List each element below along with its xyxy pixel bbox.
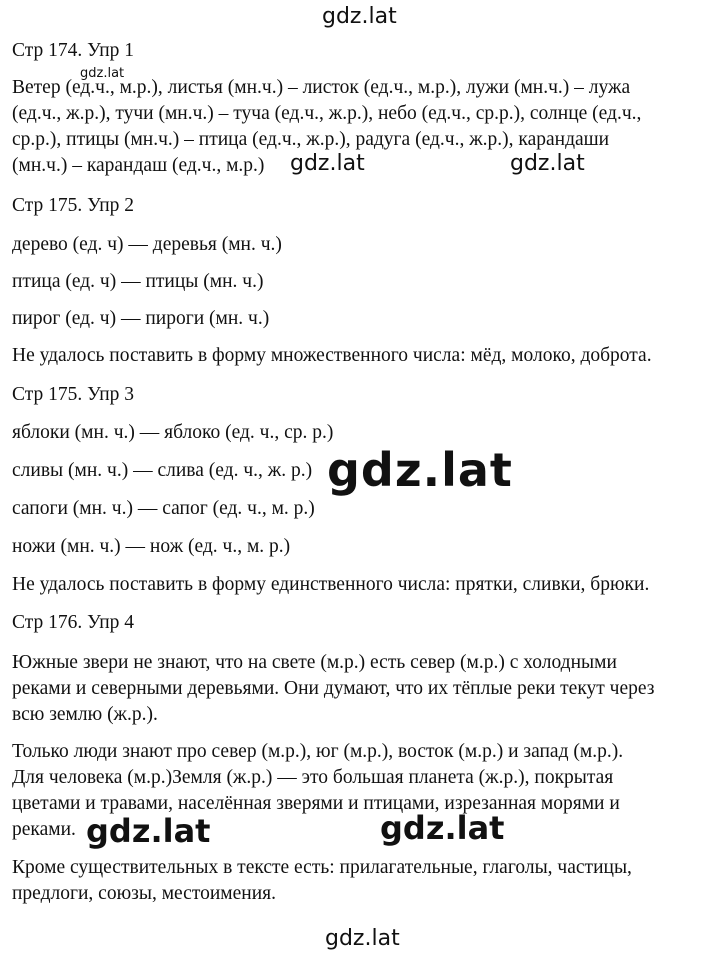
ex2-item: пирог (ед. ч) — пироги (мн. ч.)	[12, 308, 270, 329]
ex2-item: дерево (ед. ч) — деревья (мн. ч.)	[12, 234, 282, 255]
ex4-para2-line: цветами и травами, населённая зверями и птицами, изрезанная морями и	[12, 793, 620, 814]
ex3-item: ножи (мн. ч.) — нож (ед. ч., м. р.)	[12, 536, 291, 557]
watermark-mid-left: gdz.lat	[290, 151, 365, 176]
ex4-para3-line: предлоги, союзы, местоимения.	[12, 883, 276, 904]
ex3-item: сапоги (мн. ч.) — сапог (ед. ч., м. р.)	[12, 498, 315, 519]
ex1-line: Ветер (ед.ч., м.р.), листья (мн.ч.) – листок (ед.ч., м.р.), лужи (мн.ч.) – лужа	[12, 77, 631, 98]
ex3-item: сливы (мн. ч.) — слива (ед. ч., ж. р.)	[12, 460, 313, 481]
ex1-line: (мн.ч.) – карандаш (ед.ч., м.р.)	[12, 155, 265, 176]
ex4-para1-line: всю землю (ж.р.).	[12, 704, 158, 725]
ex2-heading: Стр 175. Упр 2	[12, 195, 135, 216]
watermark-bold-right: gdz.lat	[380, 809, 505, 847]
watermark-top: gdz.lat	[322, 4, 397, 29]
ex4-para2-line: Для человека (м.р.)Земля (ж.р.) — это большая планета (ж.р.), покрытая	[12, 767, 614, 788]
ex3-heading: Стр 175. Упр 3	[12, 384, 135, 405]
ex1-line: (ед.ч., ж.р.), тучи (мн.ч.) – туча (ед.ч., ж.р.), небо (ед.ч., ср.р.), солнце (ед.ч.,	[12, 103, 642, 124]
watermark-large: gdz.lat	[327, 443, 513, 497]
ex4-para3-line: Кроме существительных в тексте есть: прилагательные, глаголы, частицы,	[12, 857, 632, 878]
ex4-para2-line: реками.	[12, 819, 76, 840]
ex3-note: Не удалось поставить в форму единственного числа: прятки, сливки, брюки.	[12, 574, 650, 595]
ex4-para1-line: Южные звери не знают, что на свете (м.р.) есть север (м.р.) с холодными	[12, 652, 617, 673]
ex4-para1-line: реками и северными деревьями. Они думают, что их тёплые реки текут через	[12, 678, 655, 699]
ex4-heading: Стр 176. Упр 4	[12, 612, 135, 633]
ex2-note: Не удалось поставить в форму множественного числа: мёд, молоко, доброта.	[12, 345, 652, 366]
ex1-heading: Стр 174. Упр 1	[12, 40, 135, 61]
watermark-footer: gdz.lat	[325, 926, 400, 951]
watermark-bold-left: gdz.lat	[86, 812, 211, 850]
ex1-line: ср.р.), птицы (мн.ч.) – птица (ед.ч., ж.р.), радуга (ед.ч., ж.р.), карандаши	[12, 129, 610, 150]
watermark-small: gdz.lat	[80, 66, 125, 81]
ex4-para2-line: Только люди знают про север (м.р.), юг (м.р.), восток (м.р.) и запад (м.р.).	[12, 741, 624, 762]
ex3-item: яблоки (мн. ч.) — яблоко (ед. ч., ср. р.)	[12, 422, 334, 443]
watermark-mid-right: gdz.lat	[510, 151, 585, 176]
ex2-item: птица (ед. ч) — птицы (мн. ч.)	[12, 271, 264, 292]
